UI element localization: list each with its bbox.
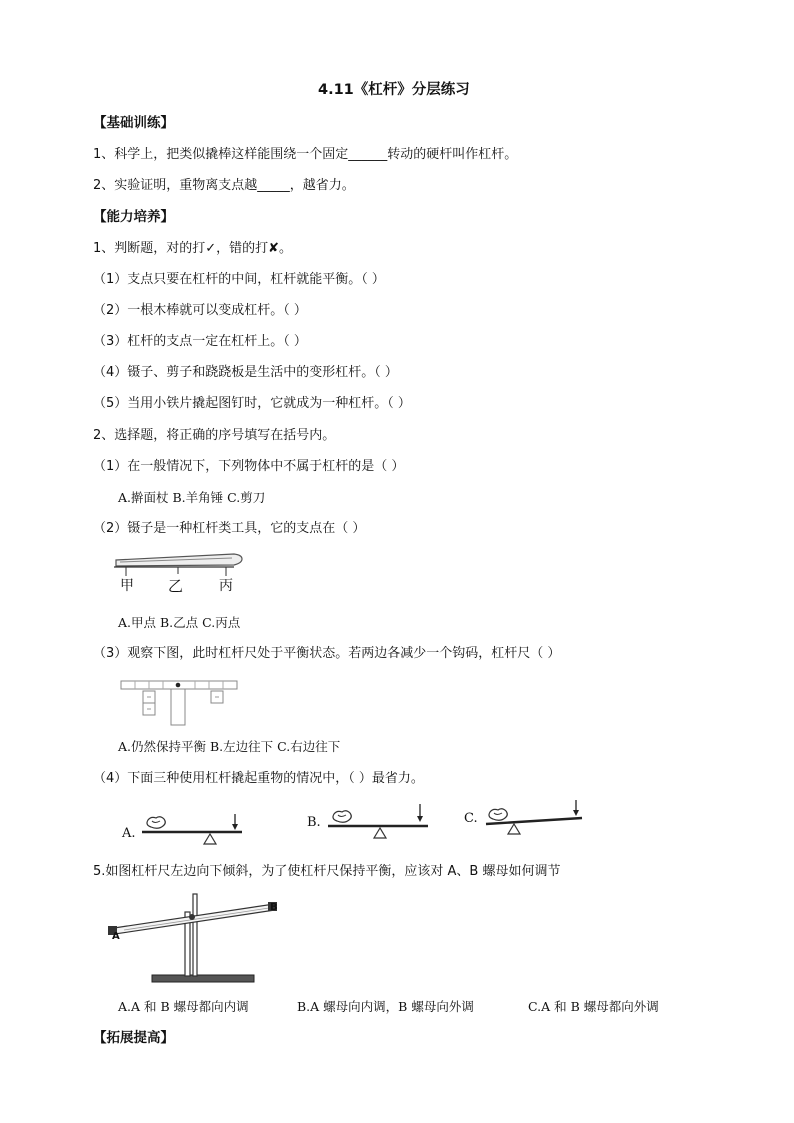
lever-ruler-figure bbox=[121, 677, 239, 727]
nut-label-b: B bbox=[270, 902, 278, 913]
question-5-text: 5.如图杠杆尺左边向下倾斜，为了使杠杆尺保持平衡，应该对 A、B 螺母如何调节 bbox=[93, 864, 561, 879]
choice-question-2: （2）镊子是一种杠杆类工具，它的支点在（ ） bbox=[93, 521, 366, 536]
lever-option-label-b: B. bbox=[307, 815, 321, 830]
question-fill-1: 1、科学上，把类似撬棒这样能围绕一个固定______转动的硬杆叫作杠杆。 bbox=[93, 147, 518, 162]
page-title: 4.11《杠杆》分层练习 bbox=[318, 82, 470, 98]
question-5-option-b: B.A 螺母向内调，B 螺母向外调 bbox=[297, 999, 474, 1014]
choice-question-1: （1）在一般情况下，下列物体中不属于杠杆的是（ ） bbox=[93, 459, 405, 474]
section-heading-extension: 【拓展提高】 bbox=[93, 1030, 174, 1046]
question-5-option-c: C.A 和 B 螺母都向外调 bbox=[528, 999, 659, 1014]
judge-item: （4）镊子、剪子和跷跷板是生活中的变形杠杆。（ ） bbox=[93, 365, 398, 380]
lever-stand-figure bbox=[104, 890, 294, 990]
choice-options-1: A.擀面杖 B.羊角锤 C.剪刀 bbox=[118, 490, 266, 505]
lever-diagram-b bbox=[326, 802, 431, 838]
judge-item: （1）支点只要在杠杆的中间，杠杆就能平衡。（ ） bbox=[93, 272, 385, 287]
question-fill-2: 2、实验证明，重物离支点越_____，越省力。 bbox=[93, 178, 355, 193]
judge-item: （3）杠杆的支点一定在杠杆上。（ ） bbox=[93, 334, 307, 349]
question-5-option-a: A.A 和 B 螺母都向内调 bbox=[118, 999, 249, 1014]
choice-question-3: （3）观察下图，此时杠杆尺处于平衡状态。若两边各减少一个钩码，杠杆尺（ ） bbox=[93, 646, 561, 661]
section-heading-ability: 【能力培养】 bbox=[93, 209, 174, 225]
tweezers-label-yi: 乙 bbox=[168, 577, 184, 595]
nut-label-a: A bbox=[112, 931, 120, 942]
choice-question-4: （4）下面三种使用杠杆撬起重物的情况中，（ ）最省力。 bbox=[93, 771, 424, 786]
judge-item: （5）当用小铁片撬起图钉时，它就成为一种杠杆。（ ） bbox=[93, 396, 411, 411]
choice-options-3: A.仍然保持平衡 B.左边往下 C.右边往下 bbox=[118, 739, 341, 754]
judge-stem: 1、判断题，对的打✓，错的打✘。 bbox=[93, 241, 293, 256]
lever-diagram-a bbox=[140, 812, 245, 848]
section-heading-basic: 【基础训练】 bbox=[93, 115, 174, 131]
tweezers-label-jia: 甲 bbox=[120, 578, 134, 594]
lever-option-label-a: A. bbox=[122, 826, 136, 841]
lever-diagram-c bbox=[484, 798, 584, 834]
judge-item: （2）一根木棒就可以变成杠杆。（ ） bbox=[93, 303, 307, 318]
tweezers-label-bing: 丙 bbox=[219, 578, 233, 594]
choice-stem: 2、选择题，将正确的序号填写在括号内。 bbox=[93, 428, 336, 443]
choice-options-2: A.甲点 B.乙点 C.丙点 bbox=[118, 615, 241, 630]
lever-option-label-c: C. bbox=[464, 811, 478, 826]
